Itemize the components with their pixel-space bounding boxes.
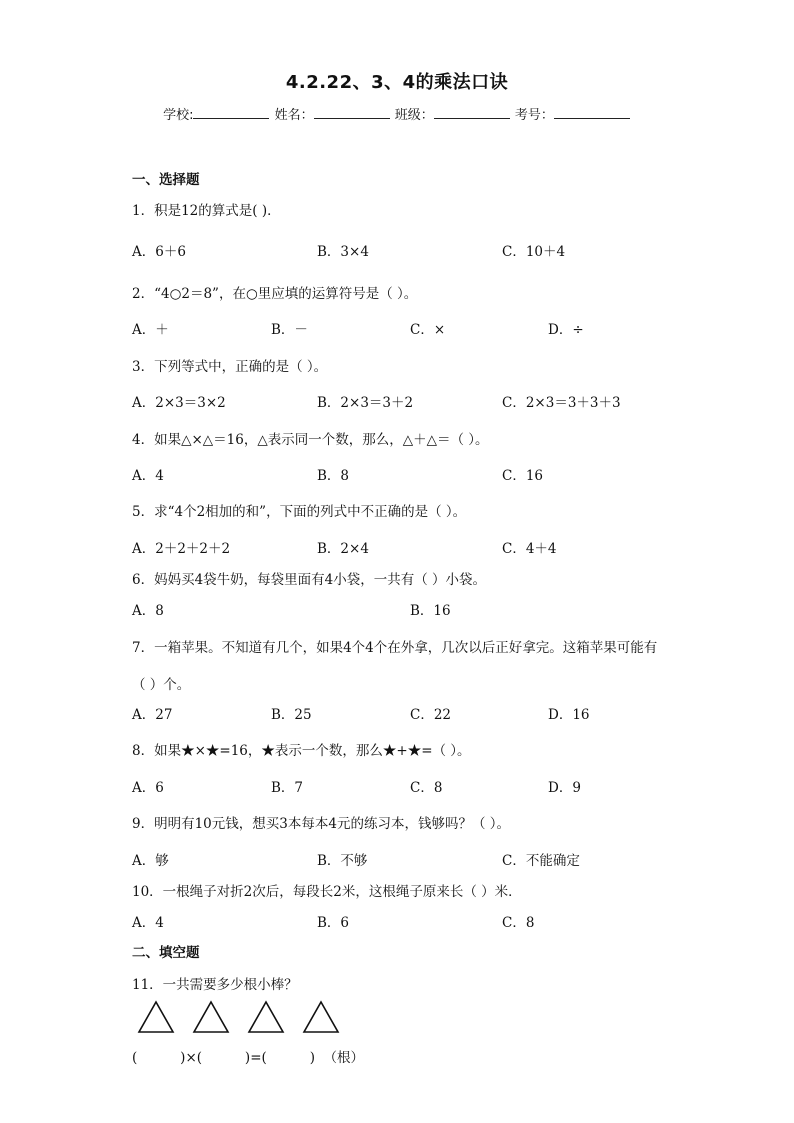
question-7: 7．一箱苹果。不知道有几个，如果4个4个在外拿，几次以后正好拿完。这箱苹果可能有（ ）个。 <box>132 640 658 693</box>
q3-option-b[interactable]: B．2×3＝3＋2 <box>317 395 414 411</box>
q9-option-a[interactable]: A．够 <box>132 853 169 869</box>
q2-option-b[interactable]: B．－ <box>271 322 308 338</box>
q4-option-b[interactable]: B．8 <box>317 468 350 484</box>
q5-option-a[interactable]: A．2＋2＋2＋2 <box>132 541 231 557</box>
q11-answer-blanks[interactable]: ( )×( )=( ) （根） <box>132 1050 365 1066</box>
q7-option-c[interactable]: C．22 <box>410 707 452 723</box>
q1-option-a[interactable]: A．6＋6 <box>132 244 186 260</box>
q2-option-c[interactable]: C．× <box>410 322 446 338</box>
question-11: 11．一共需要多少根小棒？ <box>132 977 298 993</box>
school-label: 学校: <box>163 108 194 123</box>
number-label: 考号： <box>514 108 554 123</box>
question-4: 4．如果△×△＝16，△表示同一个数，那么，△＋△＝（ ）。 <box>132 432 489 448</box>
q1-option-c[interactable]: C．10＋4 <box>502 244 566 260</box>
page-title: 4.2.22、3、4的乘法口诀 <box>285 72 509 93</box>
q8-option-b[interactable]: B．7 <box>271 780 304 796</box>
q6-option-b[interactable]: B．16 <box>410 603 451 619</box>
q5-option-c[interactable]: C．4＋4 <box>502 541 557 557</box>
q10-option-a[interactable]: A．4 <box>132 915 164 931</box>
class-blank[interactable] <box>434 106 510 119</box>
question-8: 8．如果★×★=16，★表示一个数，那么★+★=（ ）。 <box>132 743 471 759</box>
student-info-line <box>0 104 794 123</box>
q6-option-a[interactable]: A．8 <box>132 603 164 619</box>
q9-option-c[interactable]: C．不能确定 <box>502 853 580 869</box>
name-label: 姓名： <box>274 108 314 123</box>
triangle-stick-figure-1 <box>137 1000 175 1034</box>
q4-option-c[interactable]: C．16 <box>502 468 544 484</box>
q8-option-a[interactable]: A．6 <box>132 780 164 796</box>
triangle-stick-figure-3 <box>247 1000 285 1034</box>
q1-option-b[interactable]: B．3×4 <box>317 244 369 260</box>
question-10: 10．一根绳子对折2次后，每段长2米，这根绳子原来长（ ）米． <box>132 884 522 900</box>
question-2: 2．“4○2＝8”，在○里应填的运算符号是（ ）。 <box>132 286 418 302</box>
school-blank[interactable] <box>193 106 269 119</box>
q7-option-d[interactable]: D．16 <box>548 707 590 723</box>
q3-option-a[interactable]: A．2×3＝3×2 <box>132 395 226 411</box>
q7-option-a[interactable]: A．27 <box>132 707 173 723</box>
q3-option-c[interactable]: C．2×3＝3＋3＋3 <box>502 395 621 411</box>
q8-option-c[interactable]: C．8 <box>410 780 443 796</box>
q8-option-d[interactable]: D．9 <box>548 780 581 796</box>
triangle-stick-figure-4 <box>302 1000 340 1034</box>
q4-option-a[interactable]: A．4 <box>132 468 164 484</box>
q10-option-c[interactable]: C．8 <box>502 915 535 931</box>
section-heading-fill: 二、填空题 <box>132 945 200 961</box>
question-3: 3．下列等式中，正确的是（ ）。 <box>132 359 328 375</box>
q2-option-a[interactable]: A．＋ <box>132 322 169 338</box>
question-1: 1．积是12的算式是( )． <box>132 203 281 219</box>
triangle-stick-figure-2 <box>192 1000 230 1034</box>
q9-option-b[interactable]: B．不够 <box>317 853 368 869</box>
q7-option-b[interactable]: B．25 <box>271 707 312 723</box>
q5-option-b[interactable]: B．2×4 <box>317 541 369 557</box>
q10-option-b[interactable]: B．6 <box>317 915 350 931</box>
name-blank[interactable] <box>314 106 390 119</box>
class-label: 班级： <box>394 108 434 123</box>
q2-option-d[interactable]: D．÷ <box>548 322 584 338</box>
number-blank[interactable] <box>554 106 630 119</box>
question-5: 5．求“4个2相加的和”，下面的列式中不正确的是（ ）。 <box>132 504 467 520</box>
question-6: 6．妈妈买4袋牛奶，每袋里面有4小袋，一共有（ ）小袋。 <box>132 572 487 588</box>
question-9: 9．明明有10元钱，想买3本每本4元的练习本，钱够吗？（ ）。 <box>132 816 510 832</box>
section-heading-choice: 一、选择题 <box>132 172 200 188</box>
